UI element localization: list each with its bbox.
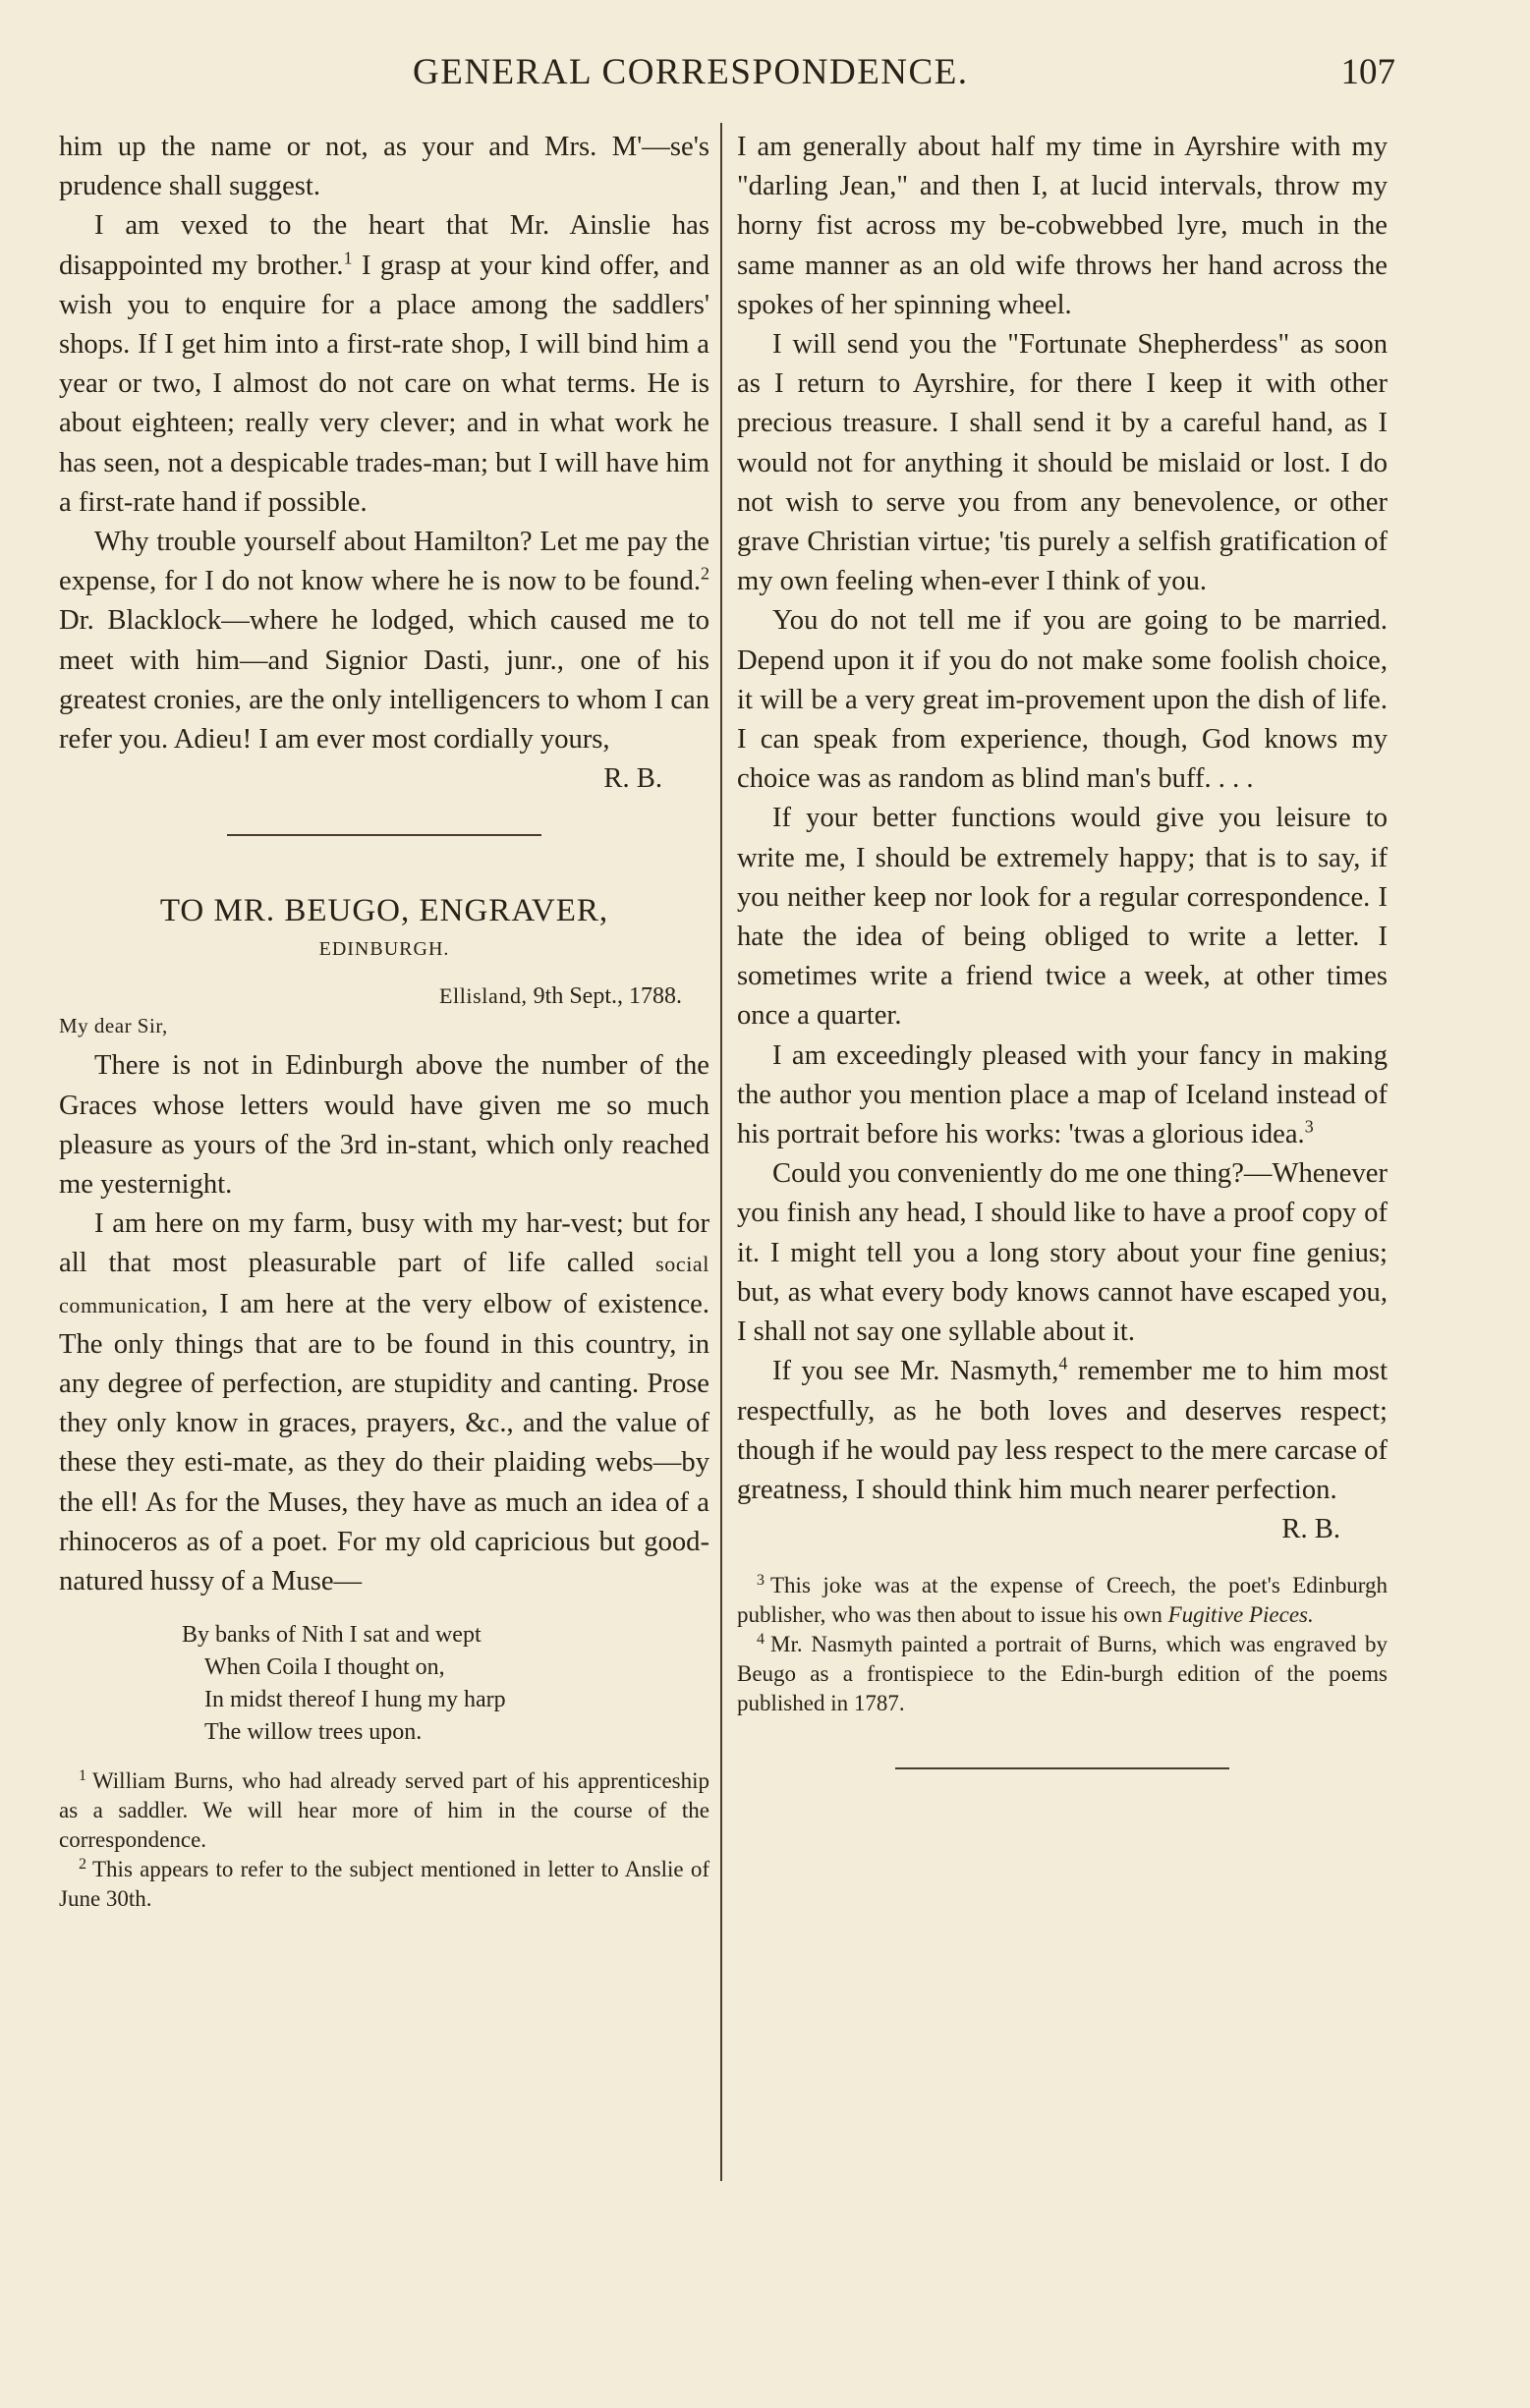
paragraph-text: Why trouble yourself about Hamilton? Let me pay the expense, for I do not know where he is now to be found. [59,527,709,597]
paragraph-text: remember me to him most respectfully, as he both loves and deserves respect; though if he would pay less respect to the mere carcase of greatness, I should think him much nearer perfection. [737,1356,1388,1505]
footnote-italic-title: Fugitive Pieces. [1167,1602,1314,1628]
paragraph-text: If you see Mr. Nasmyth, [772,1356,1059,1387]
paragraph [59,206,709,523]
paragraph: Could you conveniently do me one thing?—Whenever you finish any head, I should like to have a proof copy of it. I might tell you a long story about your fine genius; but, as what every body knows cannot have escaped you, I shall not say one syllable about it. [737,1158,1388,1348]
paragraph: I will send you the "Fortunate Shepherdess" as soon as I return to Ayrshire, for there I keep it with other precious treasure. I shall send it by a careful hand, as I would not for anything it should be mislaid or lost. I do not wish to serve you from any benevolence, or other grave Christian virtue; 'tis purely a selfish gratification of my own feeling when-ever I think of you. [737,329,1388,597]
footnote [737,1630,1388,1718]
paragraph: I am generally about half my time in Ayrshire with my "darling Jean," and then I, at lucid intervals, throw my horny fist across my be-cobwebbed lyre, much in the same manner as an old wife throws her hand across the spokes of her spinning wheel. [737,132,1388,320]
paragraph [737,1036,1388,1155]
paragraph: You do not tell me if you are going to be married. Depend upon it if you do not make some foolish choice, it will be a very great im-provement upon the dish of life. I can speak from experience, though, God knows my choice was as random as blind man's buff. . . . [737,605,1388,795]
paragraph-text: I am vexed to the heart that Mr. Ainslie has disappointed my brother. [59,210,709,281]
footnotes [59,1766,709,1914]
footnote-text: William Burns, who had already served part of his apprenticeship as a saddler. We will hear more of him in the course of the correspondence. [59,1768,709,1853]
end-divider [895,1767,1229,1769]
paragraph [59,523,709,759]
running-header [59,51,1395,100]
footnote-ref[interactable]: 2 [701,563,709,584]
paragraph-text: I am exceedingly pleased with your fancy in making the author you mention place a map of Iceland instead of his portrait before his works: 'twas a glorious idea. [737,1039,1388,1150]
signature: R. B. [603,763,662,795]
poem-line: In midst thereof I hung my harp [204,1687,506,1713]
footnote [59,1766,709,1855]
paragraph: There is not in Edinburgh above the number of the Graces whose letters would have given me so much pleasure as yours of the 3rd in-stant, which only reached me yesternight. [59,1050,709,1201]
footnote-mark: 1 [79,1766,86,1784]
footnote-text: Mr. Nasmyth painted a portrait of Burns, which was engraved by Beugo as a frontispiece to the Edin-burgh edition of the poems published in 1787. [737,1632,1388,1716]
paragraph [59,1204,709,1601]
footnote-ref[interactable]: 1 [343,248,353,268]
letter-place: EDINBURGH. [318,938,450,961]
paragraph-text: I am here on my farm, busy with my har-vest; but for all that most pleasurable part of life called [59,1208,709,1279]
footnote-mark: 3 [757,1571,765,1589]
footnote [737,1571,1388,1630]
dateline-date: 9th Sept., 1788. [527,983,682,1010]
footnote [59,1855,709,1914]
poem [59,1619,709,1749]
footnote-text: This appears to refer to the subject mentioned in letter to Anslie of June 30th. [59,1857,709,1912]
paragraph-text: I grasp at your kind offer, and wish you to enquire for a place among the saddlers' shops. If I get him into a first-rate shop, I will bind him a year or two, I almost do not care on what terms. He is about eighteen; really very clever; and in what work he has seen, not a despicable trades-man; but I will have him a first-rate hand if possible. [59,250,709,518]
running-title: GENERAL CORRESPONDENCE. [413,52,969,92]
paragraph: If your better functions would give you leisure to write me, I should be extremely happy; that is to say, if you neither keep nor look for a regular correspondence. I hate the idea of being obliged to write a letter. I sometimes write a friend twice a week, at other times once a quarter. [737,803,1388,1032]
poem-line: When Coila I thought on, [204,1654,445,1681]
footnotes [737,1571,1388,1718]
poem-line: The willow trees upon. [204,1719,423,1746]
section-divider [227,834,541,836]
salutation: My dear Sir, [59,1014,168,1038]
column-divider [720,123,722,2181]
page-number: 107 [1340,52,1395,92]
smallcaps-phrase: social communication [59,1252,709,1317]
left-column [59,128,709,1914]
paragraph: him up the name or not, as your and Mrs. M'—se's prudence shall suggest. [59,132,709,202]
footnote-mark: 4 [757,1630,765,1648]
right-column [737,128,1388,1769]
letter-heading: TO MR. BEUGO, ENGRAVER, [159,893,609,929]
poem-line: By banks of Nith I sat and wept [182,1622,482,1649]
footnote-ref[interactable]: 4 [1058,1353,1068,1373]
signature: R. B. [1281,1514,1340,1545]
footnote-mark: 2 [79,1855,86,1873]
dateline [59,981,709,1011]
paragraph [737,1352,1388,1510]
footnote-ref[interactable]: 3 [1304,1116,1314,1137]
footnote-text: This joke was at the expense of Creech, the poet's Edinburgh publisher, who was then about to issue his own [737,1573,1388,1628]
paragraph-text: , I am here at the very elbow of existence. The only things that are to be found in this country, in any degree of perfection, are stupidity and canting. Prose they only know in graces, prayers, &c., and the value of these they esti-mate, as they do their plaiding webs—by the ell! As for the Muses, they have as much an idea of a rhinoceros as of a poet. For my old capricious but good-natured hussy of a Muse— [59,1288,709,1597]
dateline-place: Ellisland, [438,983,528,1009]
paragraph-text: Dr. Blacklock—where he lodged, which caused me to meet with him—and Signior Dasti, junr., one of his greatest cronies, are the only intelligencers to whom I can refer you. Adieu! I am ever most cordially yours, [59,605,709,756]
